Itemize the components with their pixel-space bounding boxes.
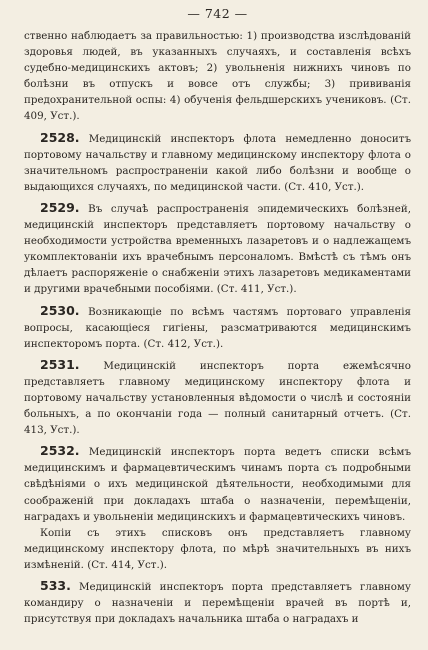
article-number: 2530. [40, 302, 80, 318]
paragraph [24, 525, 411, 573]
article-number: 2528. [40, 129, 80, 145]
paragraph-text: Медицинскій инспекторъ порта представляетъ главному командиру о назначеніи и перемѣщеніи врачей въ портѣ и, присутствуя при докладахъ начальника штаба о наградахъ и [24, 581, 411, 626]
paragraph [24, 357, 411, 438]
paragraph-text: Возникающіе по всѣмъ частямъ портоваго управленія вопросы, касающіеся гигіены, разсматриваются медицинскимъ инспекторомъ порта. (Ст. 412, Уст.). [24, 305, 411, 350]
article-number: 2529. [40, 199, 80, 215]
paragraph-text: Медицинскій инспекторъ порта ежемѣсячно представляетъ главному медицинскому инспектору флота и портовому начальству установленныя вѣдомости о числѣ и состояніи больныхъ, а по окончаніи года — полный санитарный отчетъ. (Ст. 413, Уст.). [24, 359, 411, 437]
paragraph [24, 28, 411, 125]
article-number: 2532. [40, 443, 80, 459]
paragraph [24, 200, 411, 298]
paragraph [24, 303, 411, 352]
document-body [24, 28, 411, 627]
paragraph-text: Медицинскій инспекторъ порта ведетъ списки всѣмъ медицинскимъ и фармацевтическимъ чинамъ порта съ подробными свѣдѣніями о ихъ медицинской дѣятельности, необходимыми для соображеній при докладахъ штаба о назначеніи, перемѣщеніи, наградахъ и увольненіи медицинскихъ и фармацевтическихъ чиновъ. [24, 446, 411, 523]
paragraph-text: ственно наблюдаетъ за правильностью: 1) производства изслѣдованій здоровья людей, въ указанныхъ случаяхъ, и составленія всѣхъ судебно-медицинскихъ актовъ; 2) увольненія нижнихъ чиновъ по болѣзни въ отпускъ и вовсе отъ службы; 3) прививанія предохранительной оспы: 4) обученія фельдшерскихъ учениковъ. (Ст. 409, Уст.). [24, 30, 411, 123]
article-number: 2531. [40, 356, 80, 372]
page-number: — 742 — [187, 6, 248, 21]
paragraph [24, 578, 411, 627]
paragraph [24, 130, 411, 195]
paragraph-text: Въ случаѣ распространенія эпидемическихъ болѣзней, медицинскій инспекторъ представляетъ портовому начальству о необходимости устройства временныхъ лазаретовъ и о надлежащемъ укомплектованіи ихъ врачебнымъ персоналомъ. Вмѣстѣ съ тѣмъ онъ дѣлаетъ распоряженіе о снабженіи этихъ лазаретовъ медикаментами и другими врачебными пособіями. (Ст. 411, Уст.). [24, 202, 411, 296]
paragraph [24, 443, 411, 524]
paragraph-text: Копіи съ этихъ списковъ онъ представляетъ главному медицинскому инспектору флота, по мѣрѣ значительныхъ въ нихъ измѣненій. (Ст. 414, Уст.). [24, 526, 411, 571]
paragraph-text: Медицинскій инспекторъ флота немедленно доноситъ портовому начальству и главному медицинскому инспектору флота о значительномъ распространеніи какой либо болѣзни и вообще о выдающихся случаяхъ, по медицинской части. (Ст. 410, Уст.). [24, 132, 411, 193]
article-number: 533. [40, 578, 71, 593]
